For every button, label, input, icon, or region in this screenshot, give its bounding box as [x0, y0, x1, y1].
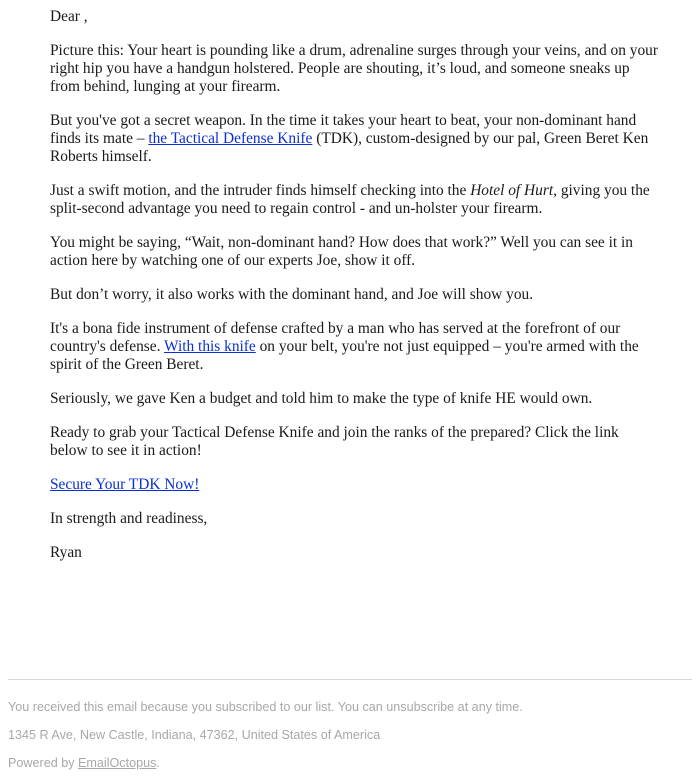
paragraph-text: Just a swift motion, and the intruder finds himself checking into the — [50, 182, 471, 199]
paragraph-dominant-hand: But don’t worry, it also works with the dominant hand, and Joe will show you. — [50, 286, 534, 303]
powered-by-prefix: Powered by — [8, 756, 79, 770]
emailoctopus-link[interactable]: EmailOctopus — [78, 756, 157, 770]
subscription-notice: You received this email because you subscribed to our list. You can unsubscribe at any time. — [8, 700, 523, 714]
paragraph-text: , giving you the split-second advantage you need to regain control - and un-holster your firearm. — [50, 182, 650, 217]
paragraph-picture-this: Picture this: Your heart is pounding like a drum, adrenaline surges through your veins, and on your right hip you have a handgun holstered. People are shouting, it’s loud, and someone sneaks up from behind, lunging at your firearm. — [50, 42, 658, 95]
closing-line: In strength and readiness, — [50, 510, 208, 527]
with-this-knife-link[interactable]: With this knife — [164, 338, 256, 355]
paragraph-bona-fide — [50, 320, 660, 374]
paragraph-swift-motion — [50, 182, 660, 218]
paragraph-secret-weapon — [50, 112, 660, 166]
paragraph-text: But you've got a secret weapon. In the time it takes your heart to beat, your non-dominant hand finds its mate – — [50, 112, 637, 147]
secure-tdk-link[interactable]: Secure Your TDK Now! — [50, 476, 200, 493]
signature: Ryan — [50, 544, 82, 561]
mailing-address: 1345 R Ave, New Castle, Indiana, 47362, United States of America — [8, 728, 381, 742]
paragraph-non-dominant: You might be saying, “Wait, non-dominant hand? How does that work?” Well you can see it in action here by watching one of our experts Joe, show it off. — [50, 234, 633, 269]
cta-paragraph — [50, 476, 660, 494]
email-footer — [8, 679, 692, 770]
email-body — [50, 8, 660, 578]
hotel-of-hurt-text: Hotel of Hurt — [470, 182, 554, 199]
powered-by — [8, 756, 160, 770]
paragraph-budget: Seriously, we gave Ken a budget and told him to make the type of knife HE would own. — [50, 390, 593, 407]
paragraph-text: (TDK), custom-designed by our pal, Green Beret Ken Roberts himself. — [50, 130, 649, 165]
paragraph-ready: Ready to grab your Tactical Defense Knife and join the ranks of the prepared? Click the link below to see it in action! — [50, 424, 619, 459]
paragraph-text: on your belt, you're not just equipped – you're armed with the spirit of the Green Beret. — [50, 338, 639, 373]
greeting: Dear , — [50, 8, 88, 25]
powered-by-suffix: . — [156, 756, 160, 770]
tdk-link[interactable]: the Tactical Defense Knife — [148, 130, 313, 147]
paragraph-text: It's a bona fide instrument of defense crafted by a man who has served at the forefront of our country's defense. — [50, 320, 621, 355]
